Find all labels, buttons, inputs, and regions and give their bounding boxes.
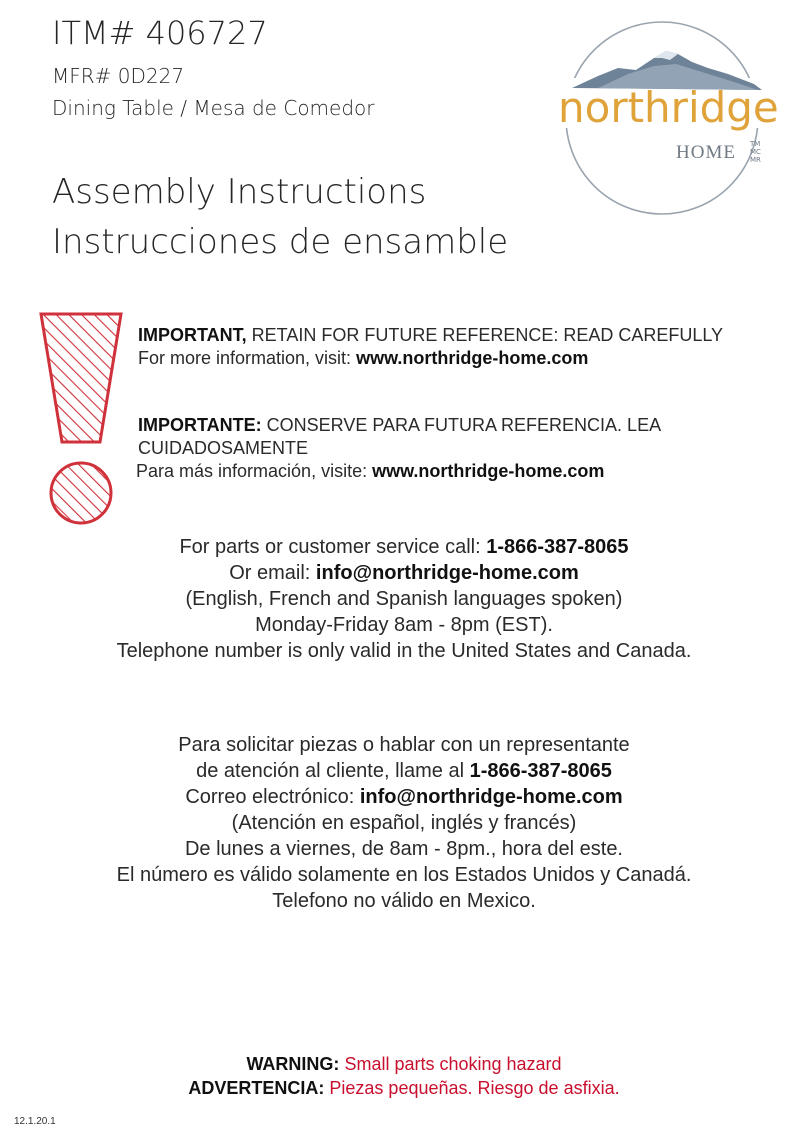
importante-text: CONSERVE PARA FUTURA REFERENCIA. LEA CUIDADOSAMENTE <box>138 415 661 458</box>
northridge-home-logo <box>558 18 786 218</box>
version-code: 12.1.20.1 <box>14 1116 56 1127</box>
title-spanish: Instrucciones de ensamble <box>52 222 509 262</box>
phone-number[interactable]: 1-866-387-8065 <box>486 536 629 558</box>
info-prefix: For more information, visit: <box>138 348 357 368</box>
parts-call-prefix: For parts or customer service call: <box>179 536 487 558</box>
logo-tm: TM <box>750 140 761 148</box>
warning-text: Small parts choking hazard <box>339 1054 562 1074</box>
important-text: RETAIN FOR FUTURE REFERENCE: READ CAREFULLY <box>246 325 724 345</box>
languages-line: (English, French and Spanish languages spoken) <box>185 588 623 610</box>
hours-line-es: De lunes a viernes, de 8am - 8pm., hora del este. <box>184 838 623 860</box>
importante-label: IMPORTANTE: <box>138 415 262 435</box>
product-name: Dining Table / Mesa de Comedor <box>52 96 375 120</box>
website-link[interactable]: www.northridge-home.com <box>356 348 589 368</box>
info-prefix-es: Para más información, visite: <box>136 461 373 481</box>
call-prefix-es: de atención al cliente, llame al <box>196 760 470 782</box>
logo-sub: HOME <box>676 142 736 163</box>
exclamation-warning-icon <box>38 310 124 528</box>
contact-info-spanish <box>0 732 808 914</box>
contact-info-english <box>0 534 808 664</box>
parts-line-es: Para solicitar piezas o hablar con un representante <box>178 734 630 756</box>
mfr-number: MFR# 0D227 <box>52 64 185 88</box>
advertencia-text: Piezas pequeñas. Riesgo de asfixia. <box>324 1078 620 1098</box>
email-link-es[interactable]: info@northridge-home.com <box>359 786 623 808</box>
warning-label: WARNING: <box>246 1054 340 1074</box>
website-link-es[interactable]: www.northridge-home.com <box>372 461 605 481</box>
validity-line: Telephone number is only valid in the United States and Canada. <box>116 640 692 662</box>
important-notice-english <box>138 324 798 370</box>
languages-line-es: (Atención en español, inglés y francés) <box>231 812 577 834</box>
email-link[interactable]: info@northridge-home.com <box>315 562 579 584</box>
logo-mr: MR <box>750 156 761 164</box>
validity-line-es: El número es válido solamente en los Estados Unidos y Canadá. <box>116 864 692 886</box>
advertencia-label: ADVERTENCIA: <box>188 1078 325 1098</box>
important-notice-spanish <box>138 414 778 483</box>
email-prefix: Or email: <box>229 562 316 584</box>
item-number: ITM# 406727 <box>52 14 268 52</box>
hours-line: Monday-Friday 8am - 8pm (EST). <box>255 614 553 636</box>
email-prefix-es: Correo electrónico: <box>185 786 360 808</box>
title-english: Assembly Instructions <box>52 172 427 212</box>
choking-warning <box>0 1052 808 1100</box>
mexico-line-es: Telefono no válido en Mexico. <box>272 890 536 912</box>
important-label: IMPORTANT, <box>138 325 247 345</box>
phone-number-es[interactable]: 1-866-387-8065 <box>469 760 612 782</box>
logo-mc: MC <box>750 148 761 156</box>
logo-brand: northridge <box>558 83 779 132</box>
